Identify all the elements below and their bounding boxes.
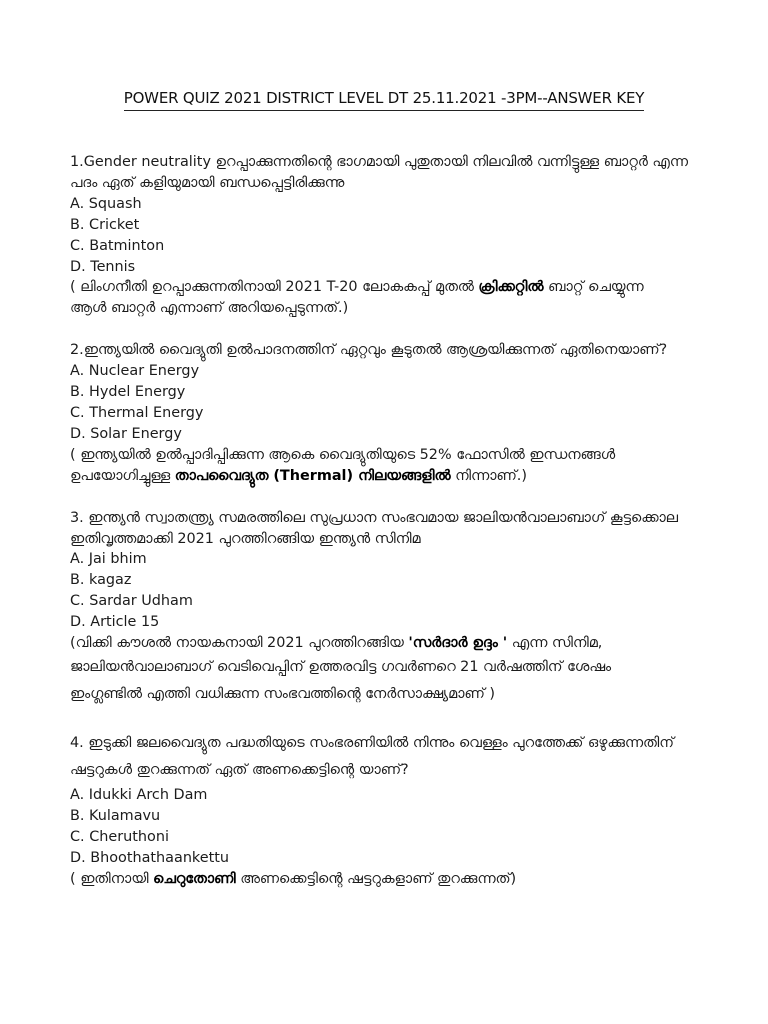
question-1 [70, 152, 708, 319]
question-3-option-c: C. Sardar Udham [70, 593, 193, 610]
answer-text: (വിക്കി കൗശൽ നായകനായി 2021 പുറത്തിറങ്ങിയ [70, 635, 409, 652]
question-4-option-c: C. Cheruthoni [70, 828, 169, 845]
question-3-option-b: B. kagaz [70, 572, 132, 589]
question-4-stem-line-1: 4. ഇടുക്കി ജലവൈദ്യുത പദ്ധതിയുടെ സംഭരണിയിൽ നിന്നും വെള്ളം പുറത്തേക്ക് ഒഴുക്കുന്നതിന് [70, 734, 674, 751]
answer-text: ( ലിംഗനീതി ഉറപ്പാക്കുന്നതിനായി 2021 T-20 ലോകകപ്പ് മുതൽ [70, 279, 479, 296]
question-1-option-a: A. Squash [70, 195, 142, 212]
title-area [0, 88, 768, 111]
answer-text: അണക്കെട്ടിന്റെ ഷട്ടറുകളാണ് തുറക്കുന്നത്) [235, 870, 517, 887]
question-2-option-c: C. Thermal Energy [70, 404, 204, 421]
question-list [70, 152, 708, 910]
question-1-answer-line-1 [70, 277, 708, 298]
answer-text: ബാറ്റ് ചെയ്യുന്ന [543, 279, 644, 296]
question-3 [70, 508, 708, 709]
question-2-option-a: A. Nuclear Energy [70, 363, 200, 380]
question-2-stem-line-1: 2.ഇന്ത്യയിൽ വൈദ്യുതി ഉൽപാദനത്തിന് ഏറ്റവും കൂടുതൽ ആശ്രയിക്കുന്നത് ഏതിനെയാണ്? [70, 342, 668, 359]
question-4-answer-line-1 [70, 869, 708, 890]
question-4-option-b: B. Kulamavu [70, 807, 161, 824]
question-3-option-d: D. Article 15 [70, 614, 160, 631]
question-1-option-b: B. Cricket [70, 216, 140, 233]
answer-text: നിന്നാണ്.) [450, 467, 527, 484]
question-3-answer-line-1 [70, 633, 708, 654]
answer-text: എന്ന സിനിമ, [507, 635, 603, 652]
question-2 [70, 340, 708, 486]
answer-highlight: 'സർദാർ ഉദ്ദം ' [408, 635, 508, 652]
question-1-option-c: C. Batminton [70, 237, 165, 254]
question-1-stem-line-2: പദം ഏത് കളിയുമായി ബന്ധപ്പെട്ടിരിക്കുന്നു [70, 174, 345, 191]
question-4 [70, 730, 708, 890]
question-2-option-d: D. Solar Energy [70, 425, 182, 442]
question-4-stem-line-2: ഷട്ടറുകൾ തുറക്കുന്നത് ഏത് അണക്കെട്ടിന്റെ യാണ്? [70, 762, 409, 779]
question-3-stem-line-1: 3. ഇന്ത്യൻ സ്വാതന്ത്ര്യ സമരത്തിലെ സുപ്രധാന സംഭവമായ ജാലിയൻവാലാബാഗ് കൂട്ടക്കൊല [70, 509, 678, 526]
question-2-option-b: B. Hydel Energy [70, 384, 186, 401]
question-3-option-a: A. Jai bhim [70, 551, 147, 568]
answer-text: ( ഇതിനായി [70, 870, 154, 887]
question-3-answer-line-3: ഇംഗ്ലണ്ടിൽ എത്തി വധിക്കുന്ന സംഭവത്തിന്റെ നേർസാക്ഷ്യമാണ് ) [70, 686, 495, 703]
question-3-stem-line-2: ഇതിവൃത്തമാക്കി 2021 പുറത്തിറങ്ങിയ ഇന്ത്യൻ സിനിമ [70, 530, 421, 547]
question-1-option-d: D. Tennis [70, 258, 136, 275]
question-4-option-d: D. Bhoothathaankettu [70, 849, 230, 866]
question-2-answer-line-2 [70, 466, 708, 487]
answer-highlight: താപവൈദ്യുത (Thermal) നിലയങ്ങളിൽ [174, 467, 451, 484]
question-1-answer-line-2: ആൾ ബാറ്റർ എന്നാണ് അറിയപ്പെടുന്നത്.) [70, 300, 349, 317]
question-4-option-a: A. Idukki Arch Dam [70, 786, 208, 803]
answer-highlight: ചെറുതോണി [153, 870, 236, 887]
question-2-answer-line-1: ( ഇന്ത്യയിൽ ഉൽപ്പാദിപ്പിക്കുന്ന ആകെ വൈദ്യുതിയുടെ 52% ഫോസിൽ ഇന്ധനങ്ങൾ [70, 446, 616, 463]
answer-text: ഉപയോഗിച്ചുള്ള [70, 467, 175, 484]
question-1-stem-line-1: 1.Gender neutrality ഉറപ്പാക്കുന്നതിന്റെ ഭാഗമായി പുതുതായി നിലവിൽ വന്നിട്ടുള്ള ബാറ്റർ എന്ന [70, 154, 688, 170]
question-3-answer-line-2: ജാലിയൻവാലാബാഗ് വെടിവെപ്പിന് ഉത്തരവിട്ട ഗവർണറെ 21 വർഷത്തിന് ശേഷം [70, 658, 612, 675]
document-title: POWER QUIZ 2021 DISTRICT LEVEL DT 25.11.2021 -3PM--ANSWER KEY [124, 89, 645, 111]
answer-highlight: ക്രിക്കറ്റിൽ [478, 279, 544, 296]
